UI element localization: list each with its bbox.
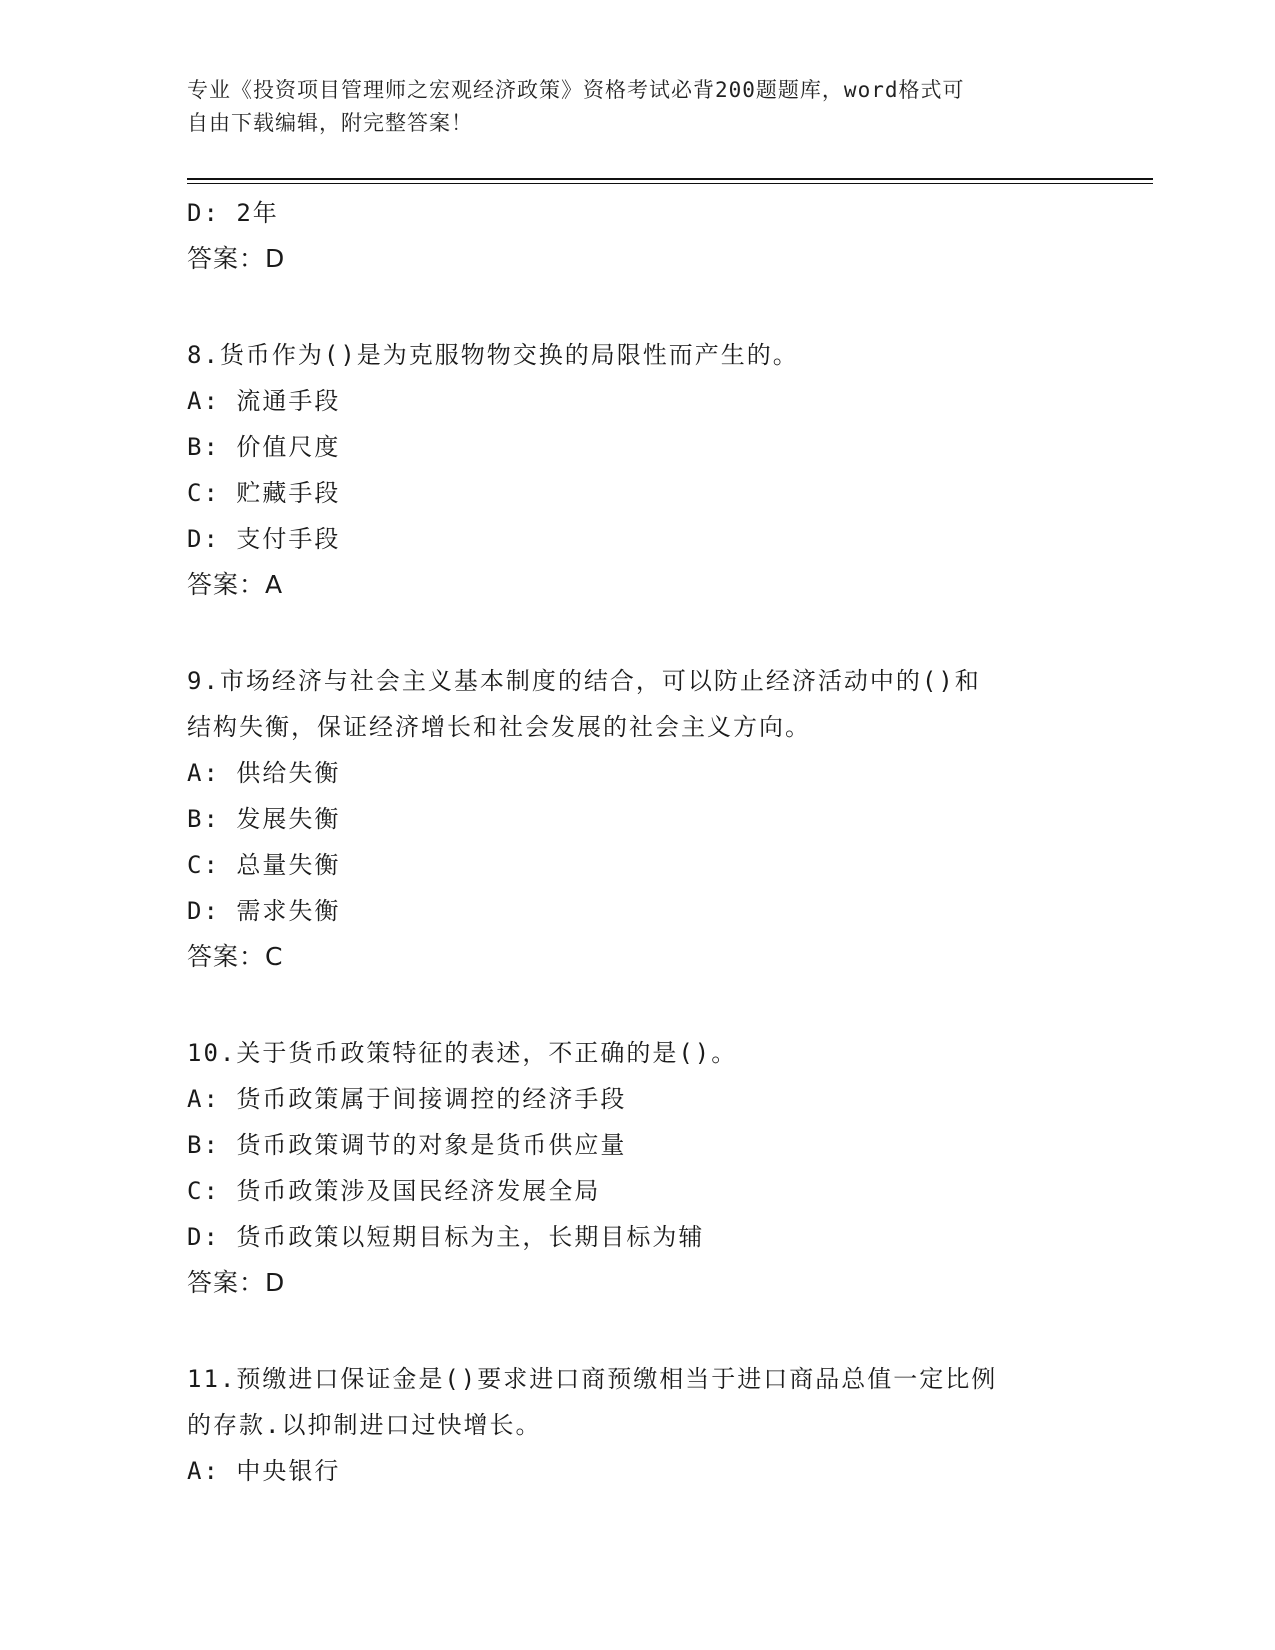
answer-label: 答案：A xyxy=(187,570,284,599)
question-text-line: 8.货币作为()是为克服物物交换的局限性而产生的。 xyxy=(187,341,799,369)
option-d: D: 货币政策以短期目标为主，长期目标为辅 xyxy=(187,1223,705,1251)
question-text-line: 的存款.以抑制进口过快增长。 xyxy=(187,1411,542,1439)
question-9 xyxy=(187,658,1127,980)
option-a: A: 货币政策属于间接调控的经济手段 xyxy=(187,1085,627,1113)
document-header xyxy=(187,74,1087,140)
question-list xyxy=(187,190,1127,1494)
option-d: D: 需求失衡 xyxy=(187,897,341,925)
question-text xyxy=(187,1030,1127,1076)
option-b: B: 货币政策调节的对象是货币供应量 xyxy=(187,1131,627,1159)
answer-label: 答案：C xyxy=(187,942,284,971)
option-b: B: 发展失衡 xyxy=(187,805,341,833)
question-text xyxy=(187,1356,1127,1448)
option-a: A: 供给失衡 xyxy=(187,759,341,787)
option-c: C: 总量失衡 xyxy=(187,851,341,879)
question-text-line: 9.市场经济与社会主义基本制度的结合，可以防止经济活动中的()和 xyxy=(187,667,981,695)
question-text-line: 11.预缴进口保证金是()要求进口商预缴相当于进口商品总值一定比例 xyxy=(187,1365,998,1393)
question-text xyxy=(187,332,1127,378)
header-divider-thin xyxy=(187,183,1153,184)
answer-label: 答案：D xyxy=(187,244,286,273)
option-a: A: 流通手段 xyxy=(187,387,341,415)
answer-label: 答案：D xyxy=(187,1268,286,1297)
option-a: A: 中央银行 xyxy=(187,1457,341,1485)
question-text-line: 10.关于货币政策特征的表述，不正确的是()。 xyxy=(187,1039,738,1067)
option-d: D: 2年 xyxy=(187,199,279,227)
option-c: C: 货币政策涉及国民经济发展全局 xyxy=(187,1177,601,1205)
question-10 xyxy=(187,1030,1127,1306)
continued-question xyxy=(187,190,1127,282)
option-d: D: 支付手段 xyxy=(187,525,341,553)
question-text-line: 结构失衡，保证经济增长和社会发展的社会主义方向。 xyxy=(187,713,811,741)
option-c: C: 贮藏手段 xyxy=(187,479,341,507)
question-11 xyxy=(187,1356,1127,1494)
question-text xyxy=(187,658,1127,750)
header-line-1: 专业《投资项目管理师之宏观经济政策》资格考试必背200题题库，word格式可 xyxy=(187,78,965,102)
header-divider-thick xyxy=(187,178,1153,180)
header-line-2: 自由下载编辑，附完整答案！ xyxy=(187,111,473,135)
question-8 xyxy=(187,332,1127,608)
option-b: B: 价值尺度 xyxy=(187,433,341,461)
